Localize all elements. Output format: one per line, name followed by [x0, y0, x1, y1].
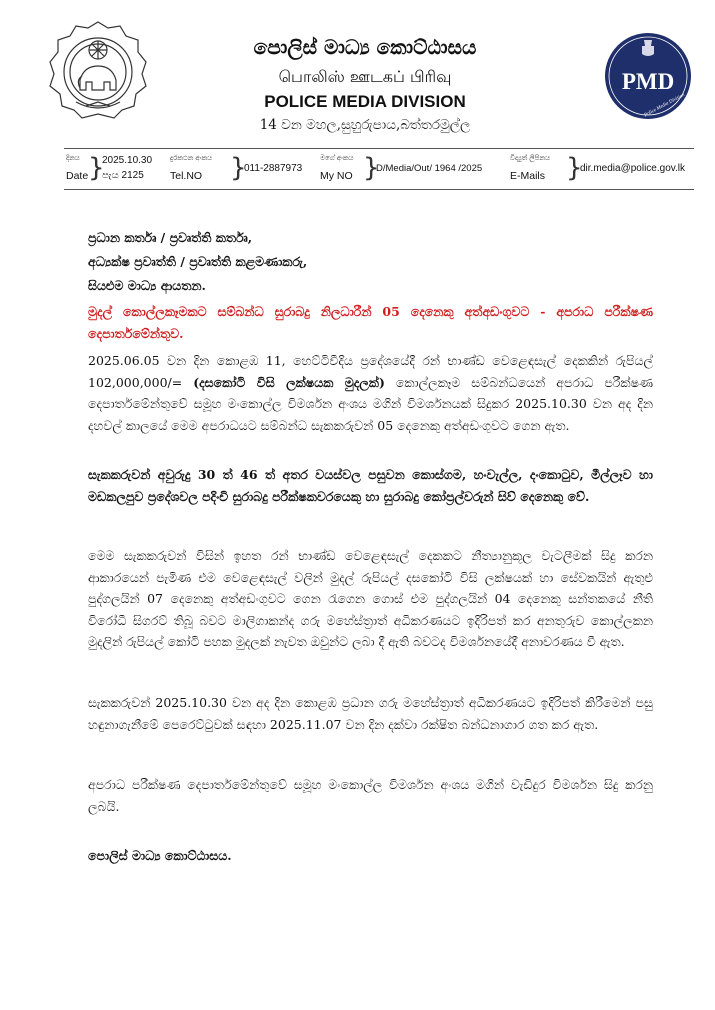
paragraph-1-part-c: කොල්ලකෑම සම්බන්ධයෙන් අපරාධ පරීක්ෂණ දෙපාර්තමේන්තුවේ සමූහ මංකොල්ල විමර්ශන අංශය මගින් විමර්ශනයක් සිදුකර 2025.10.30 වන අද දින දහවල් කාලයේ මෙම අපරාධයට සම්බන්ධ සැකකරුවන් 05 දෙනෙකු අත්අඩංගුවට ගෙන ඇත.	[88, 374, 653, 433]
paragraph-4: සැකකරුවන් 2025.10.30 වන අද දින කොළඹ ප්‍රධාන ගරු මහේස්ත්‍රාත් අධිකරණයට ඉදිරිපත් කිරීමෙන් පසු හඳුනාගැනීමේ පෙරෙට්ටුවක් සඳහා 2025.11.07 වන දින දක්වා රක්ෂිත බන්ධනාගාර ගත කර ඇත.	[88, 695, 653, 732]
time-value: පැය 2125	[102, 170, 144, 181]
brace-icon: }	[363, 153, 380, 183]
pmd-logo-text: PMD	[621, 69, 675, 94]
brace-icon: }	[566, 153, 583, 183]
addressee-line: සියළුම මාධ්‍ය ආයතන.	[88, 278, 206, 293]
my-no-label-si: මගේ අංකය	[320, 155, 354, 162]
my-no-value: D/Media/Out/ 1964 /2025	[376, 163, 483, 174]
pmd-logo-ring-text: Police Media Division	[643, 92, 686, 119]
police-crest-logo	[46, 18, 150, 122]
my-no-label-en: My NO	[320, 170, 353, 182]
header-title-block	[200, 30, 530, 136]
tel-label-si: දුරකථන අංකය	[170, 155, 213, 162]
title-sinhala: පොලිස් මාධ්‍ය කොට්ඨාසය	[253, 35, 477, 59]
addressee-line: අධ්‍යක්ෂ ප්‍රවෘත්ති / ප්‍රවෘත්ති කළමණාකරු,	[88, 254, 308, 269]
info-bar	[64, 148, 694, 190]
brace-icon: }	[230, 153, 247, 183]
addressee-block	[88, 226, 653, 298]
paragraph-1-part-a: 2025.06.05 වන දින කොළඹ 11, හෙට්ටිවීදිය ප්‍රදේශයේදී රන් භාණ්ඩ වෙළෙඳසැල් දෙකකින් රුපියල් 102,000,000/=	[88, 353, 653, 390]
release-heading: මුදල් කොල්ලකෑමකට සම්බන්ධ සුරාබදු නිලධාරීන් 05 දෙනෙකු අත්අඩංගුවට - අපරාධ පරීක්ෂණ දෙපාර්තමේන්තුව.	[88, 304, 653, 341]
email-value: dir.media@police.gov.lk	[580, 163, 686, 174]
date-label-si: දිනය	[66, 155, 80, 162]
signature: පොලිස් මාධ්‍ය කොට්ඨාසය.	[88, 848, 232, 863]
paragraph-1-amount-words: (දසකෝටි විසි ලක්ෂයක මුදලක්)	[193, 374, 385, 390]
tel-value: 011-2887973	[244, 163, 303, 174]
email-label-si: විද්‍යුත් ලිපිනය	[510, 155, 551, 162]
tel-label-en: Tel.NO	[170, 170, 203, 182]
addressee-line: ප්‍රධාන කර්තෘ / ප්‍රවෘත්ති කර්තෘ,	[88, 230, 253, 245]
title-tamil: பொலிஸ் ஊடகப் பிரிவு	[278, 67, 452, 86]
paragraph-5: අපරාධ පරීක්ෂණ දෙපාර්තමේන්තුවේ සමූහ මංකොල්ල විමර්ශන අංශය මගින් වැඩිදුර විමර්ශන සිදු කරනු ලබයි.	[88, 777, 653, 814]
brace-icon: }	[88, 153, 105, 183]
email-label-en: E-Mails	[510, 170, 546, 182]
paragraph-1	[88, 350, 653, 436]
paragraph-3: මෙම සැකකරුවන් විසින් ඉහත රන් භාණ්ඩ වෙළෙඳසැල් දෙකකට නීත්‍යානුකූල වැටලීමක් සිදු කරන ආකාරයෙන් පැමිණ එම වෙළෙඳසැල් වලින් මුදල් රුපියල් දසකෝටි විසි ලක්ෂයක් හා සේවකයින් ඇතුළු පුද්ගලයින් 07 දෙනෙකු අත්අඩංගුවට ගෙන රැගෙන ගොස් එම පුද්ගලයින් 04 දෙනෙකු සන්තකයේ නීති විරෝධී සිගරට් තිබූ බවට මාලිගාකන්ද ගරු මහේස්ත්‍රාත් අධිකරණයට ඉදිරිපත් කර අනතුරුව කොල්ලකන මුදලින් රුපියල් කෝටි පහක මුදලක් නැවත ඔවුන්ට ලබා දී ඇති බවටද විමර්ශනයේදී අනාවරණය වී ඇත.	[88, 548, 653, 649]
pmd-logo	[604, 32, 692, 120]
date-label-en: Date	[66, 170, 89, 182]
paragraph-2: සැකකරුවන් අවුරුදු 30 ත් 46 ත් අතර වයස්වල පසුවන කොස්ගම, හංවැල්ල, දංකොටුව, මීල්ලෑව හා මඩකලපුව ප්‍රදේශවල පදිංචි සුරාබදු පරීක්ෂකවරයෙකු හා සුරාබදු කෝප්‍රල්වරුන් සිව් දෙනෙකු වේ.	[88, 467, 653, 504]
date-value: 2025.10.30	[102, 155, 153, 166]
tel-cell	[168, 149, 303, 189]
my-no-cell	[320, 149, 506, 189]
date-cell	[64, 149, 164, 189]
email-cell	[510, 149, 694, 189]
header-address: 14 වන මහල,සුහුරුපාය,බත්තරමුල්ල	[259, 117, 471, 133]
title-english: POLICE MEDIA DIVISION	[264, 92, 466, 111]
